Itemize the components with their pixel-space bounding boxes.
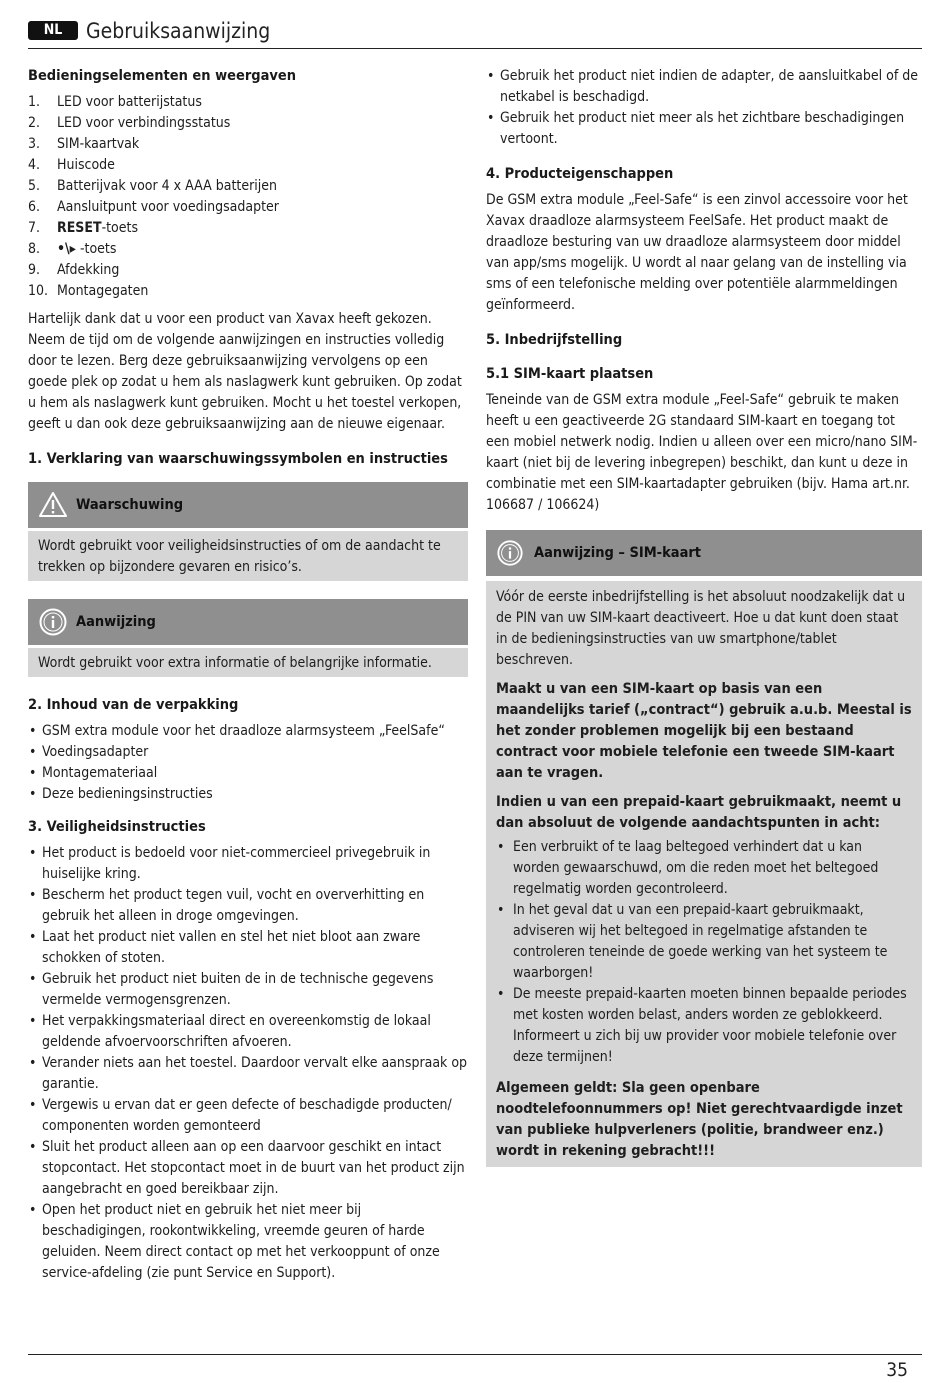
- section5-heading: 5. Inbedrijfstelling: [486, 332, 623, 348]
- language-badge: NL: [28, 21, 78, 40]
- list-item: 5. Batterijvak voor 4 x AAA batterijen: [28, 178, 277, 194]
- play-pause-symbol: •\▸: [57, 241, 76, 257]
- package-contents-list: [28, 721, 468, 805]
- sim-note-box: [486, 530, 922, 1167]
- list-item: • Bescherm het product tegen vuil, vocht en oververhitting en gebruik het alleen in droge omgevingen.: [28, 885, 468, 927]
- page-number: 35: [886, 1359, 908, 1381]
- list-item: • Laat het product niet vallen en stel het niet bloot aan zware schokken of stoten.: [28, 927, 468, 969]
- list-item: • Voedingsadapter: [28, 742, 468, 763]
- info-circle-icon: [38, 607, 68, 637]
- list-item: • Deze bedieningsinstructies: [28, 784, 468, 805]
- warning-box: [28, 482, 468, 581]
- sim-note-p1: Vóór de eerste inbedrijfstelling is het absoluut noodzakelijk dat u de PIN van uw SIM-kaart deactiveert. Hoe u dat kunt doen staat in de bedieningsinstructies van uw smartphone/tablet beschreven.: [496, 589, 906, 668]
- sim-note-p4: Algemeen geldt: Sla geen openbare noodtelefoonnummers op! Niet gerechtvaardigde inzet van publieke hulpverleners (politie, brandweer enz.) wordt in rekening gebracht!!!: [496, 1080, 903, 1159]
- list-item: • Gebruik het product niet buiten de in de technische gegevens vermelde vermogensgrenzen.: [28, 969, 468, 1011]
- sim-note-title: Aanwijzing – SIM-kaart: [534, 544, 702, 561]
- warning-title: Waarschuwing: [76, 496, 184, 513]
- list-item: • Gebruik het product niet meer als het zichtbare beschadigingen vertoont.: [486, 108, 922, 150]
- list-item: • Montagemateriaal: [28, 763, 468, 784]
- prepaid-list: [496, 837, 912, 1068]
- warning-text: Wordt gebruikt voor veiligheidsinstructies of om de aandacht te trekken op bijzondere gevaren en risico’s.: [38, 538, 441, 575]
- safety-list-continued: [486, 66, 922, 150]
- list-item: • Het product is bedoeld voor niet-commercieel privegebruik in huiselijke kring.: [28, 843, 468, 885]
- sim-note-p2: Maakt u van een SIM-kaart op basis van een maandelijks tarief („contract“) gebruik a.u.b. Meestal is het zonder problemen mogelijk bij een bestaand contract voor mobiele telefonie een tweede SIM-kaart aan te vragen.: [496, 681, 912, 781]
- page-title: Gebruiksaanwijzing: [86, 19, 271, 43]
- section2-heading: 2. Inhoud van de verpakking: [28, 697, 239, 713]
- list-item: • Gebruik het product niet indien de adapter, de aansluitkabel of de netkabel is beschadigd.: [486, 66, 922, 108]
- list-item: • Vergewis u ervan dat er geen defecte of beschadigde producten/ componenten worden gemonteerd: [28, 1095, 468, 1137]
- right-column: [486, 66, 922, 1167]
- section5-1-heading: 5.1 SIM-kaart plaatsen: [486, 366, 654, 382]
- page-header: [28, 18, 922, 49]
- info-circle-icon: [496, 539, 524, 567]
- left-column: [28, 66, 468, 1296]
- warning-triangle-icon: [38, 490, 68, 520]
- list-item: • Het verpakkingsmateriaal direct en overeenkomstig de lokaal geldende afvoervoorschriften afvoeren.: [28, 1011, 468, 1053]
- list-item: 7. RESET-toets: [28, 220, 139, 236]
- list-item: 2. LED voor verbindingsstatus: [28, 115, 231, 131]
- list-item: 6. Aansluitpunt voor voedingsadapter: [28, 199, 279, 215]
- list-item: 4. Huiscode: [28, 157, 115, 173]
- list-item: • Verander niets aan het toestel. Daardoor vervalt elke aanspraak op garantie.: [28, 1053, 468, 1095]
- section4-text: De GSM extra module „Feel-Safe“ is een zinvol accessoire voor het Xavax draadloze alarmsysteem FeelSafe. Het product maakt de draadloze besturing van uw draadloze alarmsysteem door middel van app/sms mogelijk. U wordt al naar gelang van de instelling via sms of een telefonische melding over potentiële alarmmeldingen geïnformeerd.: [486, 192, 908, 313]
- list-item: 8. •\▸ -toets: [28, 241, 117, 257]
- section4-heading: 4. Producteigenschappen: [486, 166, 674, 182]
- section3-heading: 3. Veiligheidsinstructies: [28, 819, 206, 835]
- list-item: • GSM extra module voor het draadloze alarmsysteem „FeelSafe“: [28, 721, 468, 742]
- list-item: 1. LED voor batterijstatus: [28, 94, 202, 110]
- sim-note-p3: Indien u van een prepaid-kaart gebruikmaakt, neemt u dan absoluut de volgende aandachtspunten in acht:: [496, 794, 902, 831]
- safety-list: [28, 843, 468, 1284]
- list-item: 9. Afdekking: [28, 262, 120, 278]
- section5-text: Teneinde van de GSM extra module „Feel-Safe“ gebruik te maken heeft u een geactiveerde 2G standaard SIM-kaart en toegang tot een mobiel netwerk nodig. Indien u alleen over een micro/nano SIM-kaart (niet bij de levering inbegrepen) beschikt, dan kunt u deze in combinatie met een SIM-kaartadapter gebruiken (bijv. Hama art.nr. 106687 / 106624): [486, 392, 918, 513]
- note-box: [28, 599, 468, 677]
- intro-paragraph: Hartelijk dank dat u voor een product van Xavax heeft gekozen. Neem de tijd om de volgende aanwijzingen en instructies volledig door te lezen. Berg deze gebruiksaanwijzing vervolgens op een goede plek op zodat u hem als naslagwerk kunt gebruiken. Op zodat u hem als naslagwerk kunt gebruiken. Mocht u het toestel verkopen, geeft u dan ook deze gebruiksaanwijzing aan de nieuwe eigenaar.: [28, 311, 462, 432]
- note-title: Aanwijzing: [76, 613, 156, 630]
- list-item: • Open het product niet en gebruik het niet meer bij beschadigingen, rookontwikkeling, vreemde geuren of harde geluiden. Neem direct contact op met het verkooppunt of onze service-afdeling (zie punt Service en Support).: [28, 1200, 468, 1284]
- section1-heading: 1. Verklaring van waarschuwingssymbolen en instructies: [28, 451, 448, 467]
- list-item: 3. SIM-kaartvak: [28, 136, 140, 152]
- list-item: • Een verbruikt of te laag beltegoed verhindert dat u kan worden gewaarschuwd, om die reden moet het beltegoed regelmatig worden gecontroleerd.: [496, 837, 912, 900]
- note-text: Wordt gebruikt voor extra informatie of belangrijke informatie.: [38, 655, 432, 671]
- list-item: • In het geval dat u van een prepaid-kaart gebruikmaakt, adviseren wij het beltegoed in regelmatige afstanden te controleren teneinde de goede werking van het systeem te waarborgen!: [496, 900, 912, 984]
- list-item: 10. Montagegaten: [28, 283, 149, 299]
- list-item: • De meeste prepaid-kaarten moeten binnen bepaalde periodes met kosten worden belast, anders worden ze geblokkeerd. Informeert u zich bij uw provider voor mobiele telefonie over deze termijnen!: [496, 984, 912, 1068]
- footer-divider: [28, 1354, 922, 1355]
- controls-heading: Bedieningselementen en weergaven: [28, 68, 297, 84]
- controls-list: [28, 92, 468, 302]
- list-item: • Sluit het product alleen aan op een daarvoor geschikt en intact stopcontact. Het stopcontact moet in de buurt van het product zijn aangebracht en goed bereikbaar zijn.: [28, 1137, 468, 1200]
